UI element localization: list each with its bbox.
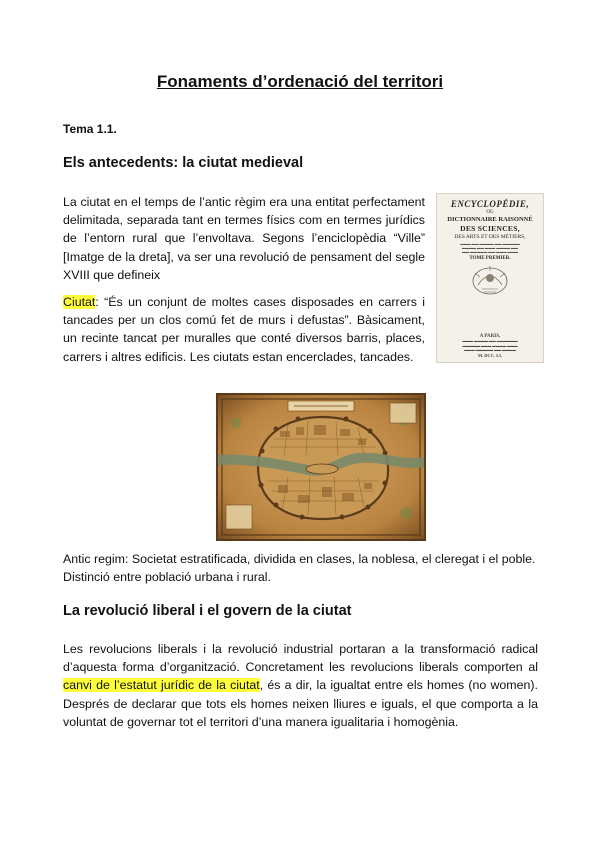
paragraph-liberal-revolutions: Les revolucions liberals i la revolució industrial portaran a la transformació radical d’aquesta forma d’organització. Concretament les revolucions liberals comporten al canvi de l’estatut jurídic de la ciutat, és a dir, la igualtat entre els homes (no women). Després de declarar que tots els homes neixen lliures e iguals, el que comporta a la voluntat de governar tot el territori d’una manera igualitaria i homogènia. (63, 642, 538, 729)
vignette-emblem (470, 263, 510, 297)
highlight-legal-status: canvi de l’estatut jurídic de la ciutat (63, 678, 260, 693)
paragraph-antic-regim-city: La ciutat en el temps de l’antic règim era una entitat perfectament delimitada, separada tant en termes físics com en termes jurídics de l’entorn rural que l’envoltava. Segons l’enciclopèdia “Ville” [Imatge de la dreta], va ser una revolució de pensament del segle XVIII que defineix (63, 195, 425, 282)
highlight-ciutat: Ciutat (63, 295, 96, 309)
encyclopedie-title-page-image: ENCYCLOPÉDIE, OU DICTIONNAIRE RAISONNÉ DES SCIENCES, DES ARTS ET DES MÉTIERS, ▬▬▬ ▬▬ ▬▬▬▬ ▬▬ ▬▬▬▬▬ ▬▬▬▬ ▬▬ ▬▬▬ ▬▬▬▬ ▬▬ ▬▬ ▬▬▬▬▬ ▬▬ ▬▬▬ ▬▬▬ TOME PREMIER. A PARIS, ▬▬▬ ▬▬▬▬ ▬▬ ▬▬▬▬▬▬ ▬▬▬▬▬ ▬▬▬ ▬▬▬▬ ▬▬▬ ▬▬▬ ▬▬▬▬▬ ▬▬ ▬▬▬▬ M. DCC. LI. (436, 193, 544, 363)
ciutat-definition-text: : “És un conjunt de moltes cases disposades en carrers i tancades per un clos comú fet de murs i defustas”. Bàsicament, un recinte tancat per muralles que conté diversos barris, places, carrers i altres edificis. Les ciutats estan encerclades, tancades. (63, 295, 425, 364)
paragraph-ciutat-definition (63, 293, 425, 366)
medieval-city-map-image (216, 393, 426, 541)
paragraph-antic-regim-society: Antic regim: Societat estratificada, dividida en clases, la noblesa, el cleregat i el poble. Distinció entre població urbana i rural. (63, 552, 536, 585)
document-title: Fonaments d’ordenació del territori (156, 72, 444, 91)
section-heading-medieval-city: Els antecedents: la ciutat medieval (63, 155, 304, 171)
section-heading-liberal-revolution: La revolució liberal i el govern de la ciutat (63, 603, 352, 619)
topic-label: Tema 1.1. (63, 122, 117, 136)
